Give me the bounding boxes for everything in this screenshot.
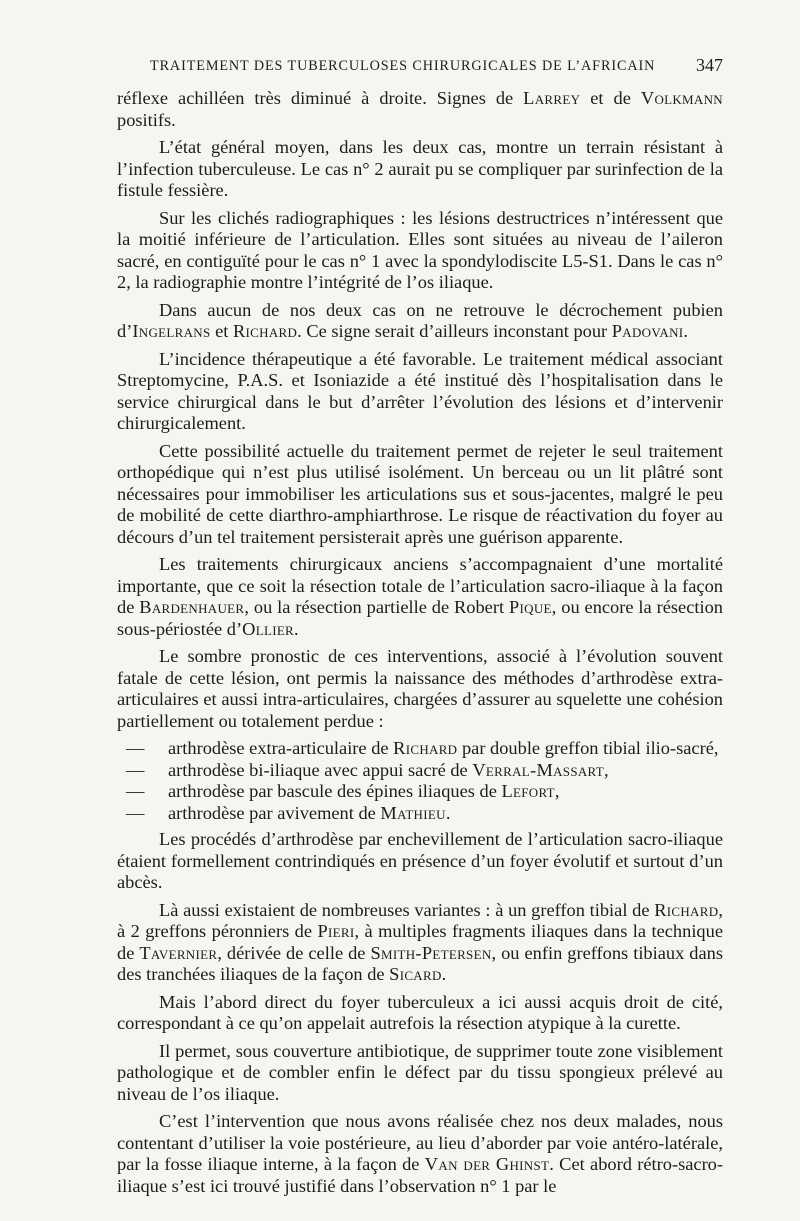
text-run: Les traitements chirurgicaux anciens s’accompagnaient d’une mortalité importante, que ce soit la résection totale de l’articulation sacro-iliaque à la façon de [117, 554, 723, 617]
paragraph-9: Les procédés d’arthrodèse par enchevillement de l’articulation sacro-iliaque étaient formellement contrindiqués en présence d’un foyer évolutif et surtout d’un abcès. [117, 829, 723, 892]
text-run: réflexe achilléen très diminué à droite. Signes de [117, 88, 524, 108]
paragraph-6: Cette possibilité actuelle du traitement permet de rejeter le seul traitement orthopédique qui n’est plus utilisé isolément. Un berceau ou un lit plâtré sont nécessaires pour immobiliser les articulations sus et sous-jacentes, malgré le peu de mobilité de cette diarthro-amphiarthrose. Le risque de réactivation du foyer au décours d’un tel traitement persisterait après une guérison apparente. [117, 440, 723, 547]
author-name: Larrey [523, 88, 581, 108]
page-number: 347 [696, 55, 723, 75]
author-name: Padovani [611, 321, 684, 341]
dash-bullet: — [126, 759, 145, 780]
author-name: Sicard [389, 964, 442, 984]
paragraph-7 [117, 554, 723, 640]
author-name: Pique [508, 597, 552, 617]
text-run: arthrodèse par bascule des épines iliaques de [168, 781, 502, 801]
text-run: et de [580, 88, 641, 108]
text-run: positifs. [117, 109, 176, 130]
list-item [117, 803, 723, 825]
text-run: , ou enfin greffons tibiaux dans des tranchées iliaques de la façon de [117, 942, 723, 984]
text-run: , dérivée de celle de [217, 942, 371, 963]
paragraph-3: Sur les clichés radiographiques : les lésions destructrices n’intéressent que la moitié inférieure de l’articulation. Elles sont situées au niveau de l’aileron sacré, en contiguïté pour le cas n° 1 avec la spondylodiscite L5-S1. Dans le cas n° 2, la radiographie montre l’intégrité de l’os iliaque. [117, 207, 723, 292]
paragraph-1 [117, 88, 723, 131]
text-run: arthrodèse extra-articulaire de [168, 738, 394, 758]
author-name: Richard [232, 321, 298, 341]
text-run: Là aussi existaient de nombreuses variantes : à un greffon tibial de [159, 899, 655, 920]
text-run: . [683, 321, 689, 341]
page-header [117, 55, 723, 80]
list-item [117, 738, 723, 760]
dash-bullet: — [126, 738, 145, 758]
paragraph-13 [117, 1111, 723, 1197]
text-run: , ou encore la résection sous-périostée d’ [117, 597, 723, 639]
text-run: arthrodèse bi-iliaque avec appui sacré de [168, 759, 473, 780]
author-name: Richard [393, 738, 458, 758]
text-run: arthrodèse par avivement de [168, 802, 381, 823]
paragraph-10 [117, 900, 723, 986]
text-run: . [445, 802, 451, 823]
text-run: Dans aucun de nos deux cas on ne retrouve le décrochement pubien d’ [117, 299, 723, 341]
author-name: Richard [654, 899, 719, 920]
author-name: Ollier [242, 618, 295, 639]
text-run: . Ce signe serait d’ailleurs inconstant pour [297, 321, 612, 341]
author-name: Van der Ghinst [424, 1154, 550, 1174]
paragraph-2: L’état général moyen, dans les deux cas, montre un terrain résistant à l’infection tuberculeuse. Le cas n° 2 aurait pu se compliquer par surinfection de la fistule fessière. [117, 137, 723, 200]
text-run: C’est l’intervention que nous avons réalisée chez nos deux malades, nous contentant d’utiliser la voie postérieure, au lieu d’aborder par voie antéro-latérale, par la fosse iliaque interne, à la façon de [117, 1111, 723, 1174]
paragraph-12: Il permet, sous couverture antibiotique, de supprimer toute zone visiblement pathologique et de combler enfin le défect par du tissu spongieux prélevé au niveau de l’os iliaque. [117, 1040, 723, 1104]
text-run: , ou la résection partielle de Robert [244, 597, 509, 617]
paragraph-5: L’incidence thérapeutique a été favorable. Le traitement médical associant Streptomycine, P.A.S. et Isoniazide a été institué dès l’hospitalisation dans le service chirurgical dans le but d’arrêter l’évolution des lésions et d’intervenir chirurgicalement. [117, 348, 723, 433]
paragraph-11: Mais l’abord direct du foyer tuberculeux a ici aussi acquis droit de cité, correspondant à ce qu’on appelait autrefois la résection atypique à la curette. [117, 991, 723, 1033]
text-run: . [294, 618, 299, 639]
dash-bullet: — [126, 802, 145, 823]
text-run: par double greffon tibial ilio-sacré, [457, 738, 719, 758]
author-name: Pieri [317, 921, 355, 941]
paragraph-4 [117, 300, 723, 343]
author-name: Smith-Petersen [370, 942, 492, 963]
dash-bullet: — [126, 781, 145, 801]
running-title: TRAITEMENT DES TUBERCULOSES CHIRURGICALES DE L’AFRICAIN [150, 58, 656, 74]
author-name: Volkmann [640, 88, 723, 108]
author-name: Bardenhauer [139, 597, 245, 617]
author-name: Verral-Massart [472, 759, 604, 780]
text-run: et [210, 321, 233, 341]
author-name: Ingelrans [132, 321, 211, 341]
text-run: , à multiples fragments iliaques dans la technique de [117, 921, 723, 963]
arthrodesis-list [117, 738, 723, 824]
text-run: , [554, 781, 560, 801]
list-item [117, 781, 723, 803]
text-run: . [441, 964, 447, 984]
author-name: Mathieu [380, 802, 446, 823]
text-run: , à 2 greffons péronniers de [117, 899, 723, 941]
text-run: , [603, 759, 609, 780]
author-name: Lefort [501, 781, 555, 801]
text-run: . Cet abord rétro-sacro-iliaque s’est ici trouvé justifié dans l’observation n° 1 par le [117, 1154, 724, 1196]
list-item [117, 760, 723, 782]
paragraph-8: Le sombre pronostic de ces interventions, associé à l’évolution souvent fatale de cette lésion, ont permis la naissance des méthodes d’arthrodèse extra-articulaires et aussi intra-articulaires, chargées d’assurer au squelette une cohésion partiellement ou totalement perdue : [117, 646, 723, 731]
author-name: Tavernier [139, 942, 218, 963]
body-text [117, 88, 723, 1203]
